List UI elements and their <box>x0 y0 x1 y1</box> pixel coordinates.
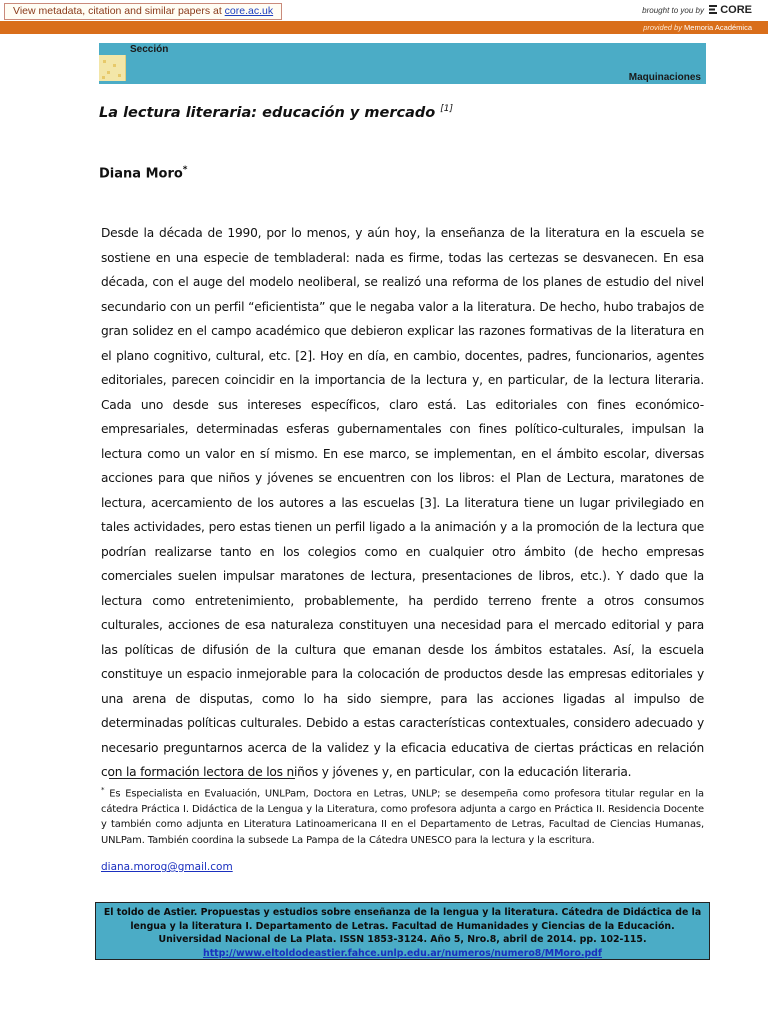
view-metadata-link[interactable] <box>4 3 282 20</box>
author-name <box>99 165 188 181</box>
provided-text: provided by <box>643 23 685 32</box>
brought-text: brought to you by <box>642 6 704 15</box>
core-logo-icon <box>709 5 717 14</box>
provided-by[interactable] <box>643 21 752 34</box>
footnote-mark: * <box>101 786 105 794</box>
section-name: Maquinaciones <box>628 72 701 83</box>
provided-institution: Memoria Académica <box>684 23 752 32</box>
citation-box <box>95 902 710 960</box>
article-title-text: La lectura literaria: educación y mercado <box>99 104 441 121</box>
citation-url-link[interactable]: http://www.eltoldodeastier.fahce.unlp.edu.ar/numeros/numero8/MMoro.pdf <box>203 947 602 959</box>
section-header <box>99 43 706 84</box>
citation-text: El toldo de Astier. Propuestas y estudios sobre enseñanza de la lengua y la literatura. Cátedra de Didáctica de la lengua y la literatura I. Departamento de Letras. Facultad de Humanidades y Ciencias de la Educación. Universidad Nacional de La Plata. ISSN 1853-3124. Año 5, Nro.8, abril de 2014. pp. 102-115. <box>103 907 702 945</box>
title-note-ref[interactable]: [1] <box>440 104 454 114</box>
author-email-link[interactable]: diana.morog@gmail.com <box>101 861 233 873</box>
author-footnote-mark: * <box>182 165 188 175</box>
brought-by-core[interactable] <box>642 3 752 18</box>
footnote-separator <box>109 778 295 779</box>
article-title <box>99 104 453 121</box>
core-ac-uk-link[interactable]: core.ac.uk <box>224 5 274 17</box>
core-provided-strip <box>0 21 768 34</box>
footnote-text: Es Especialista en Evaluación, UNLPam, Doctora en Letras, UNLP; se desempeña como profesora titular regular en la cátedra Práctica I. Didáctica de la Lengua y la Literatura, como profesora adjunta a cargo en Práctica II. Residencia Docente y también como adjunta en Literatura Latinoamericana II en el Departamento de Letras, Facultad de Ciencias Humanas, UNLPam. También coordina la subsede La Pampa de la Cátedra UNESCO para la lectura y la escritura. <box>101 788 704 846</box>
section-thumbnail-image <box>99 55 126 81</box>
section-label: Sección <box>130 44 169 55</box>
body-paragraph: Desde la década de 1990, por lo menos, y aún hoy, la enseñanza de la literatura en la escuela se sostiene en una especie de tembladeral: nada es firme, todas las certezas se desvanecen. En esa década, con el auge del modelo neoliberal, se realizó una reforma de los planes de estudio del nivel secundario con un perfil “eficientista” que le negaba valor a la literatura. De hecho, hubo trabajos de gran solidez en el campo académico que debieron explicar las razones formativas de la literatura en el plano cognitivo, cultural, etc. [2]. Hoy en día, en cambio, docentes, padres, funcionarios, agentes editoriales, parecen coincidir en la importancia de la lectura y, en particular, de la lectura literaria. Cada uno desde sus intereses específicos, claro está. Las editoriales con fines económico-empresariales, determinadas esferas gubernamentales con fines político-culturales, impulsan la lectura como un valor en sí mismo. En ese marco, se implementan, en el ámbito escolar, diversas acciones para que niños y jóvenes se encuentren con los libros: el Plan de Lectura, maratones de lectura, acercamiento de los autores a las escuelas [3]. La literatura tiene un lugar privilegiado en tales actividades, pero estas tienen un perfil ligado a la animación y a la promoción de la lectura que podrían realizarse tanto en los colegios como en cualquier otro ámbito (de hecho empresas comerciales suelen impulsar maratones de lectura, presentaciones de libros, etc.). Y dado que la lectura como entretenimiento, probablemente, ha perdido terreno frente a otros consumos culturales, acciones de esa naturaleza constituyen una necesidad para el mercado editorial y para las políticas de difusión de la cultura que emanan desde los ámbitos estatales. Así, la escuela constituye un espacio inmejorable para la colocación de productos desde las empresas editoriales y una arena de disputas, como lo ha sido siempre, para las acciones ligadas al impulso de determinadas políticas culturales. Debido a estas características contextuales, considero adecuado y necesario preguntarnos acerca de la validez y la eficacia educativa de ciertas prácticas en relación con la formación lectora de los niños y jóvenes y, en particular, con la educación literaria. <box>101 226 704 779</box>
core-banner <box>0 0 768 34</box>
view-metadata-text: View metadata, citation and similar papers at <box>13 5 225 17</box>
author-footnote <box>101 783 704 848</box>
core-banner-top <box>0 0 768 22</box>
author-name-text: Diana Moro <box>99 166 183 182</box>
core-logo: CORE <box>720 4 752 16</box>
